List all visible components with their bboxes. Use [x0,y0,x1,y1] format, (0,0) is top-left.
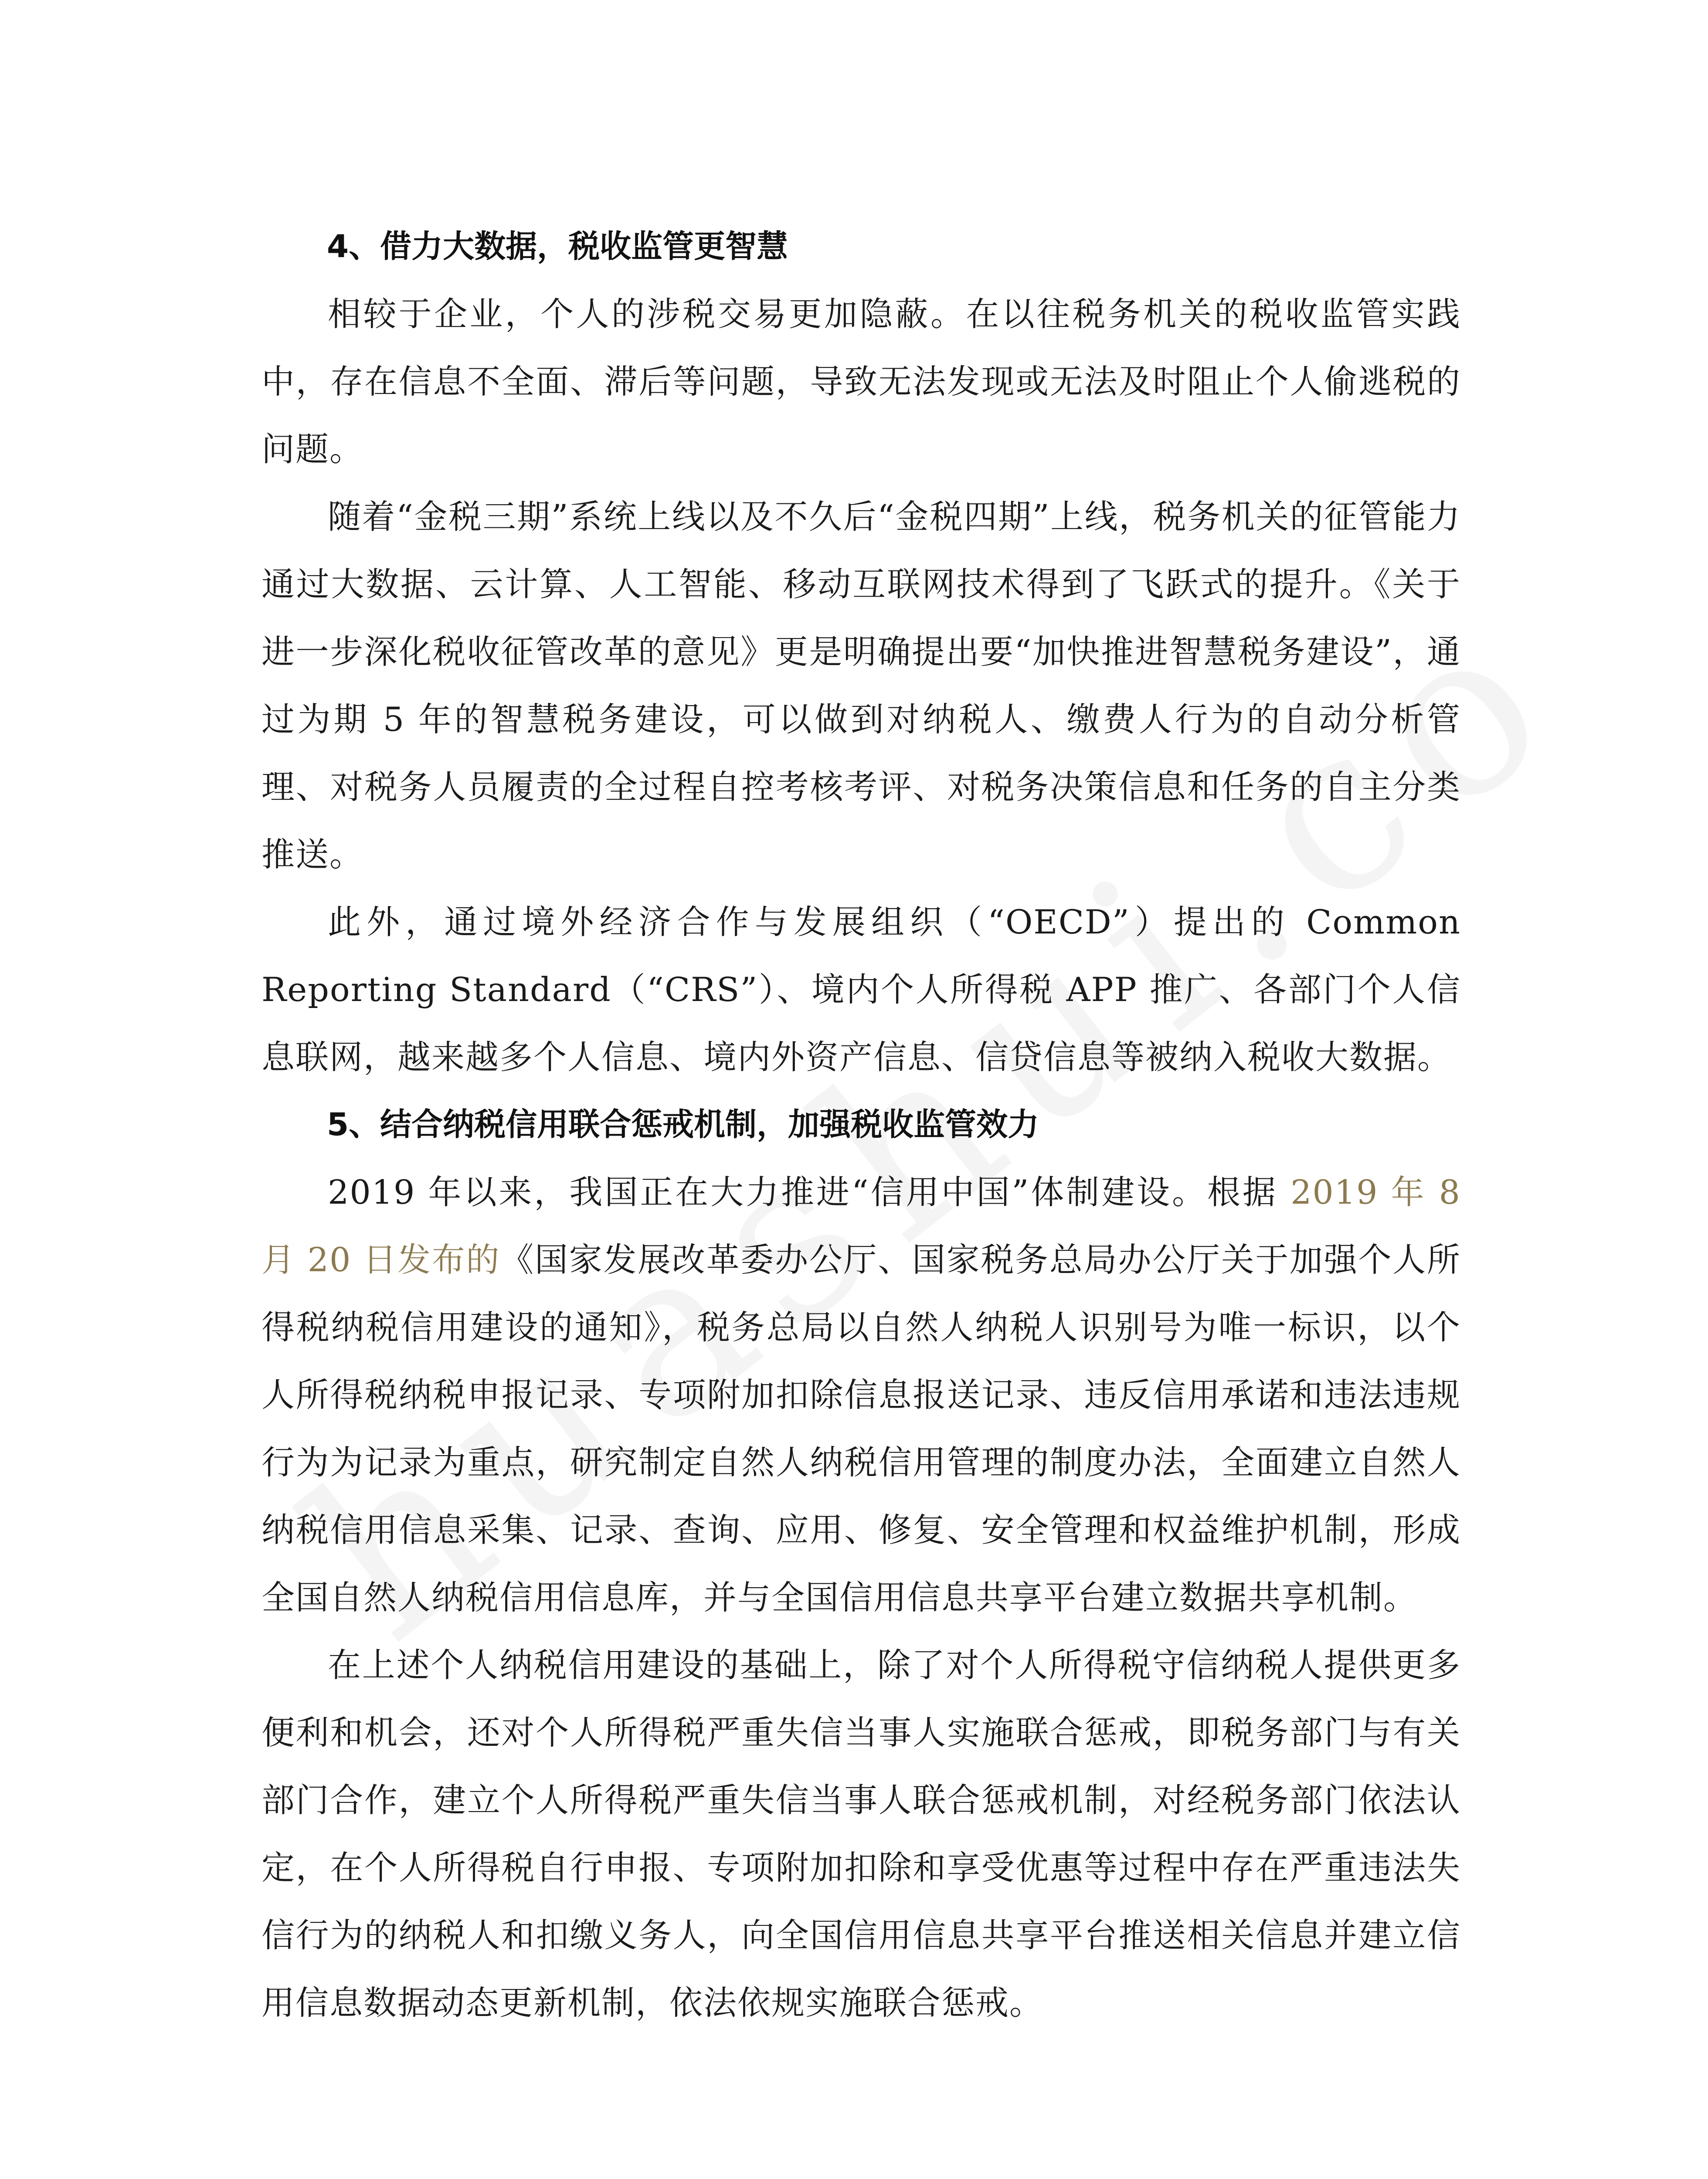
paragraph-text-after-link: 《国家发展改革委办公厅、国家税务总局办公厅关于加强个人所得税纳税信用建设的通知》，税务总局以自然人纳税人识别号为唯一标识，以个人所得税纳税申报记录、专项附加扣除信息报送记录、违反信用承诺和违法违规行为为记录为重点，研究制定自然人纳税信用管理的制度办法，全面建立自然人纳税信用信息采集、记录、查询、应用、修复、安全管理和权益维护机制，形成全国自然人纳税信用信息库，并与全国信用信息共享平台建立数据共享机制。 [261,1240,1461,1617]
date-link[interactable]: 2019 年 8 月 20 日发布的 [261,1173,1461,1279]
paragraph-text-before-link: 2019 年以来，我国正在大力推进“信用中国”体制建设。根据 [328,1173,1291,1212]
section-4-paragraph-3: 此外，通过境外经济合作与发展组织（“OECD”）提出的 Common Reporting Standard（“CRS”）、境内个人所得税 APP 推广、各部门个人信息联网，越来越多个人信息、境内外资产信息、信贷信息等被纳入税收大数据。 [261,903,1461,1076]
section-5-heading: 5、结合纳税信用联合惩戒机制，加强税收监管效力 [327,1106,1039,1143]
section-5-paragraph-1 [261,1158,1461,1631]
section-4-paragraph-1: 相较于企业，个人的涉税交易更加隐蔽。在以往税务机关的税收监管实践中，存在信息不全面、滞后等问题，导致无法发现或无法及时阻止个人偷逃税的问题。 [261,295,1461,468]
section-4-paragraph-2: 随着“金税三期”系统上线以及不久后“金税四期”上线，税务机关的征管能力通过大数据、云计算、人工智能、移动互联网技术得到了飞跃式的提升。《关于进一步深化税收征管改革的意见》更是明确提出要“加快推进智慧税务建设”，通过为期 5 年的智慧税务建设，可以做到对纳税人、缴费人行为的自动分析管理、对税务人员履责的全过程自控考核考评、对税务决策信息和任务的自主分类推送。 [261,497,1461,874]
section-4-heading: 4、借力大数据，税收监管更智慧 [327,228,788,265]
section-5-paragraph-2: 在上述个人纳税信用建设的基础上，除了对个人所得税守信纳税人提供更多便利和机会，还对个人所得税严重失信当事人实施联合惩戒，即税务部门与有关部门合作，建立个人所得税严重失信当事人联合惩戒机制，对经税务部门依法认定，在个人所得税自行申报、专项附加扣除和享受优惠等过程中存在严重违法失信行为的纳税人和扣缴义务人，向全国信用信息共享平台推送相关信息并建立信用信息数据动态更新机制，依法依规实施联合惩戒。 [261,1646,1461,2022]
page-body [261,213,1461,2036]
